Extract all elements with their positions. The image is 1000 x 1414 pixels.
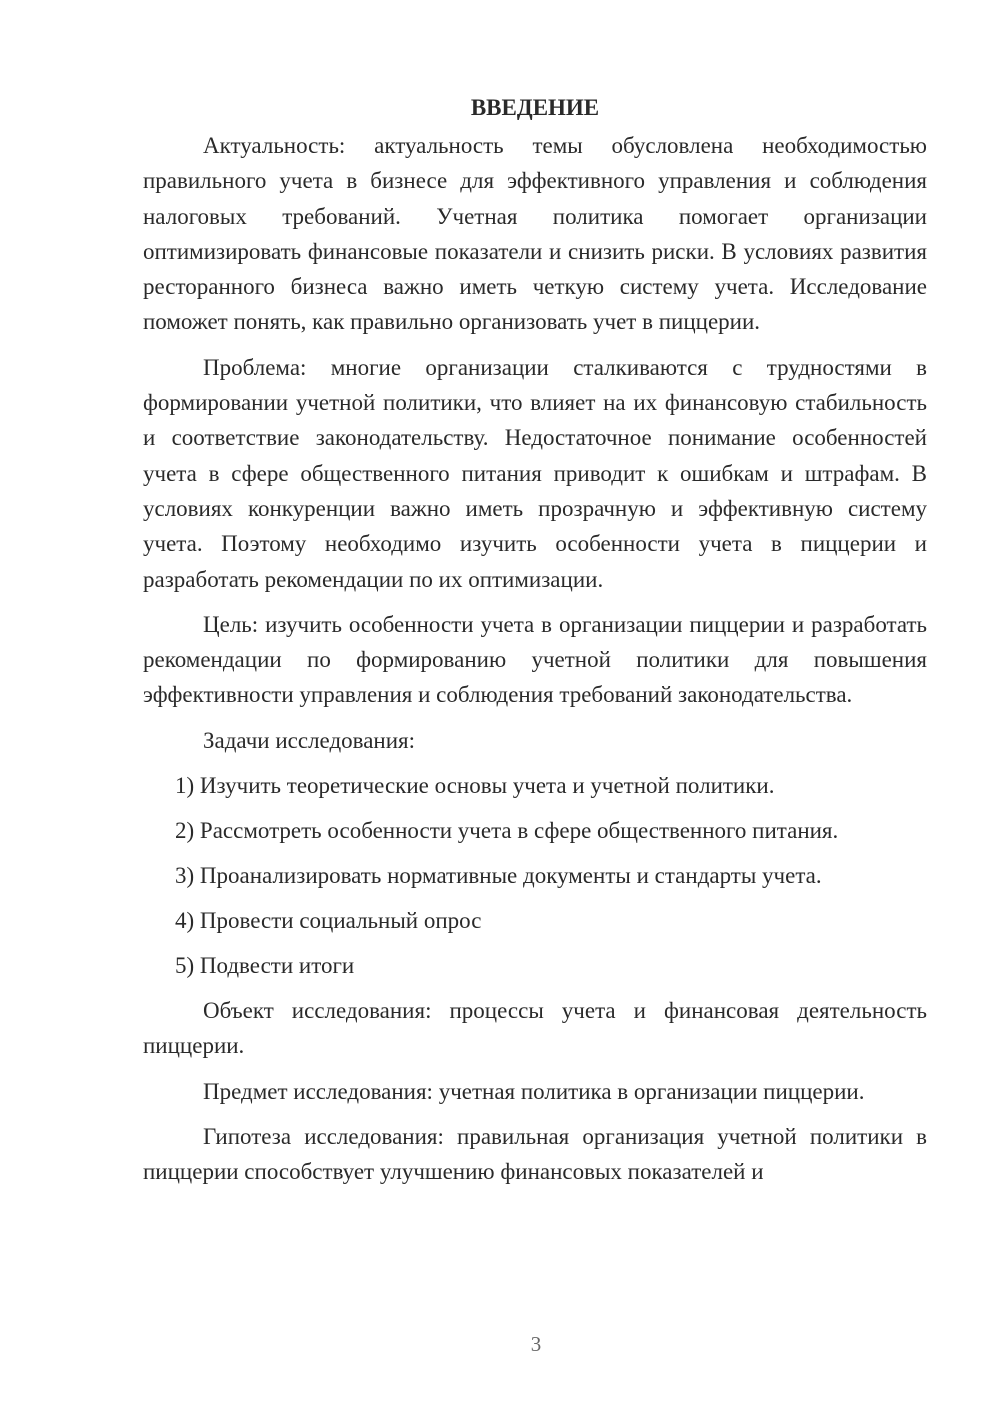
page-number: 3 xyxy=(530,1332,542,1356)
paragraph-object: Объект исследования: процессы учета и финансовая деятельность пиццерии. xyxy=(143,998,927,1059)
tasks-heading: Задачи исследования: xyxy=(203,727,416,753)
paragraph-hypothesis: Гипотеза исследования: правильная организация учетной политики в пиццерии способствует улучшению финансовых показателей и xyxy=(143,1123,927,1185)
page-title: ВВЕДЕНИЕ xyxy=(470,95,600,120)
list-item: 2) Рассмотреть особенности учета в сфере общественного питания. xyxy=(175,818,839,844)
paragraph-goal: Цель: изучить особенности учета в организации пиццерии и разработать рекомендации по формированию учетной политики для повышения эффективности управления и соблюдения требований законодательства. xyxy=(143,611,927,708)
list-item: 1) Изучить теоретические основы учета и учетной политики. xyxy=(175,773,775,799)
page-content xyxy=(143,90,927,1200)
paragraph-relevance: Актуальность: актуальность темы обусловлена необходимостью правильного учета в бизнесе для эффективного управления и соблюдения налоговых требований. Учетная политика помогает организации оптимизировать финансовые показатели и снизить риски. В условиях развития ресторанного бизнеса важно иметь четкую систему учета. Исследование поможет понять, как правильно организовать учет в пиццерии. xyxy=(143,133,927,335)
list-item: 3) Проанализировать нормативные документы и стандарты учета. xyxy=(175,863,822,889)
tasks-list xyxy=(143,768,927,983)
list-item: 4) Провести социальный опрос xyxy=(175,908,482,934)
paragraph-subject: Предмет исследования: учетная политика в организации пиццерии. xyxy=(203,1078,865,1104)
paragraph-problem: Проблема: многие организации сталкиваются с трудностями в формировании учетной политики, что влияет на их финансовую стабильность и соответствие законодательству. Недостаточное понимание особенностей учета в сфере общественного питания приводит к ошибкам и штрафам. В условиях конкуренции важно иметь прозрачную и эффективную систему учета. Поэтому необходимо изучить особенности учета в пиццерии и разработать рекомендации по их оптимизации. xyxy=(143,354,927,592)
list-item: 5) Подвести итоги xyxy=(175,953,355,979)
